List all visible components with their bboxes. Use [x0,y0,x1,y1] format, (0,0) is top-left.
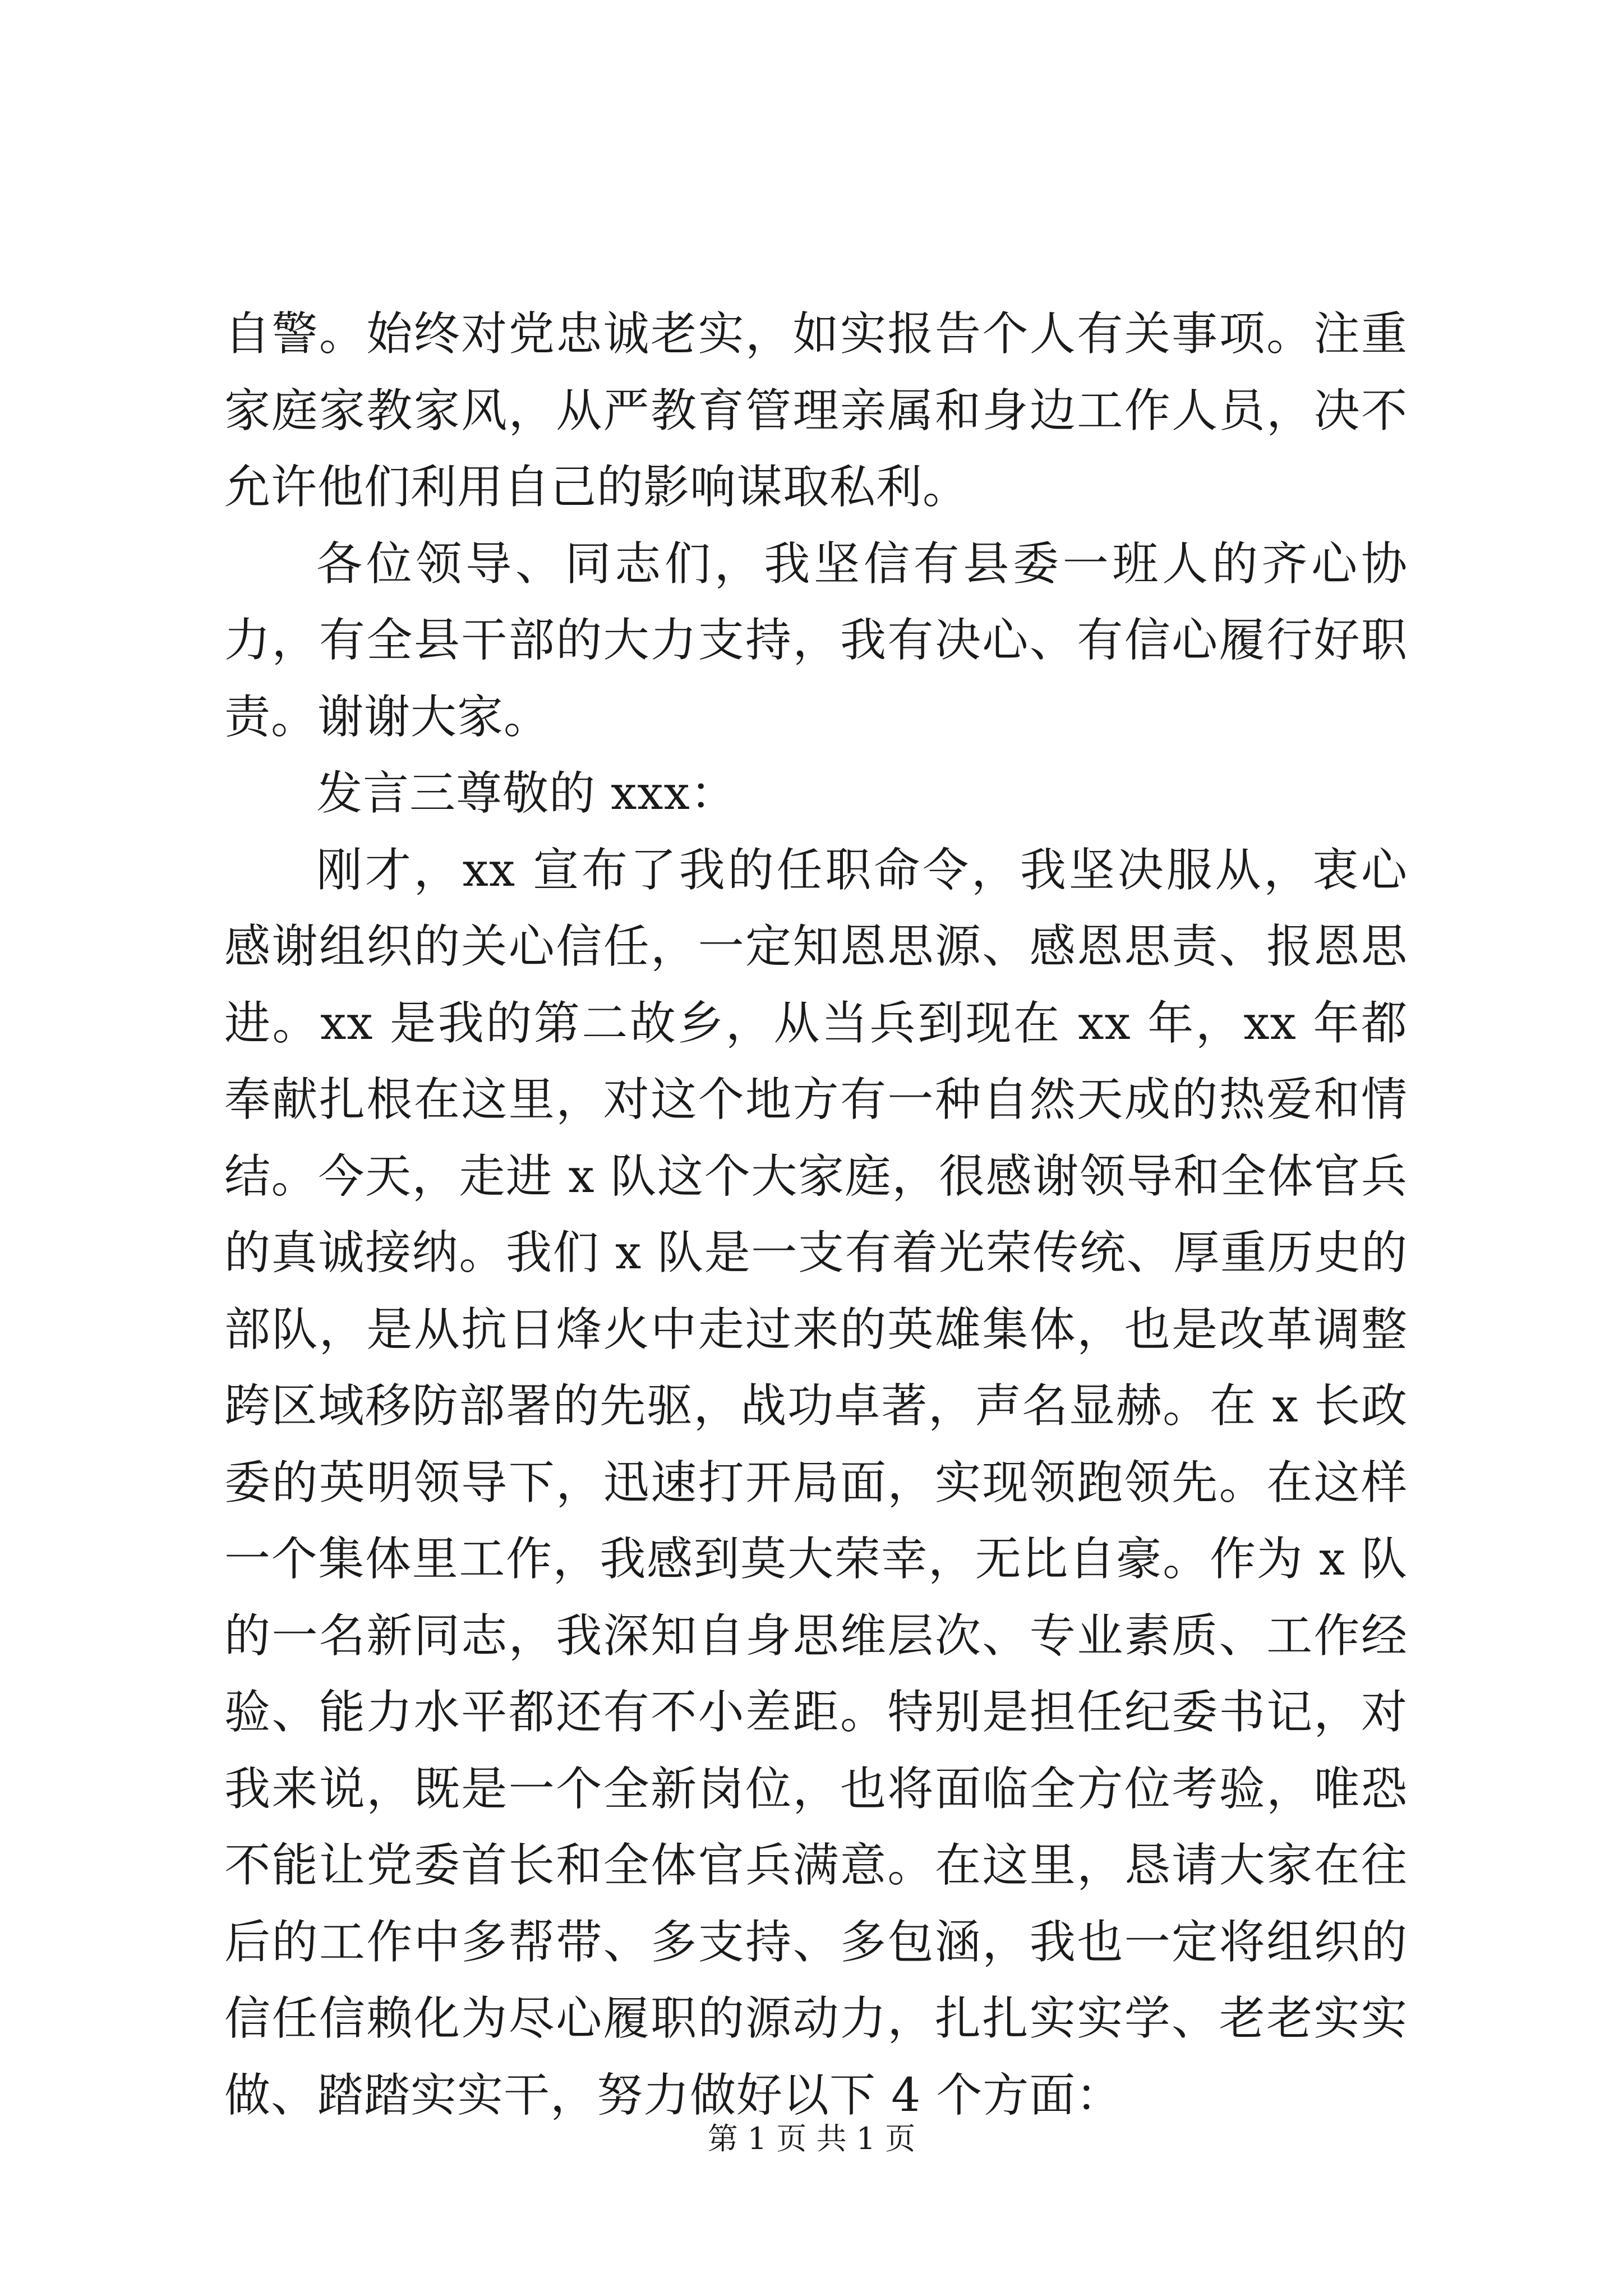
paragraph-closing-remarks: 各位领导、同志们，我坚信有县委一班人的齐心协力，有全县干部的大力支持，我有决心、有信心履行好职责。谢谢大家。 [224,537,1408,744]
paragraph-speech-three-heading: 发言三尊敬的 xxx： [316,767,737,820]
paragraph-continuation: 自警。始终对党忠诚老实，如实报告个人有关事项。注重家庭家教家风，从严教育管理亲属和身边工作人员，决不允许他们利用自己的影响谋取私利。 [224,307,1408,514]
document-body [224,296,1408,2134]
page-footer: 第 1 页 共 1 页 [707,2121,916,2156]
paragraph-speech-three-body: 刚才，xx 宣布了我的任职命令，我坚决服从，衷心感谢组织的关心信任，一定知恩思源、感恩思责、报恩思进。xx 是我的第二故乡，从当兵到现在 xx 年，xx 年都奉献扎根在这里，对这个地方有一种自然天成的热爱和情结。今天，走进 x 队这个大家庭，很感谢领导和全体官兵的真诚接纳。我们 x 队是一支有着光荣传统、厚重历史的部队，是从抗日烽火中走过来的英雄集体，也是改革调整跨区域移防部署的先驱，战功卓著，声名显赫。在 x 长政委的英明领导下，迅速打开局面，实现领跑领先。在这样一个集体里工作，我感到莫大荣幸，无比自豪。作为 x 队的一名新同志，我深知自身思维层次、专业素质、工作经验、能力水平都还有不小差距。特别是担任纪委书记，对我来说，既是一个全新岗位，也将面临全方位考验，唯恐不能让党委首长和全体官兵满意。在这里，恳请大家在往后的工作中多帮带、多支持、多包涵，我也一定将组织的信任信赖化为尽心履职的源动力，扎扎实实学、老老实实做、踏踏实实干，努力做好以下 4 个方面： [224,843,1408,2122]
